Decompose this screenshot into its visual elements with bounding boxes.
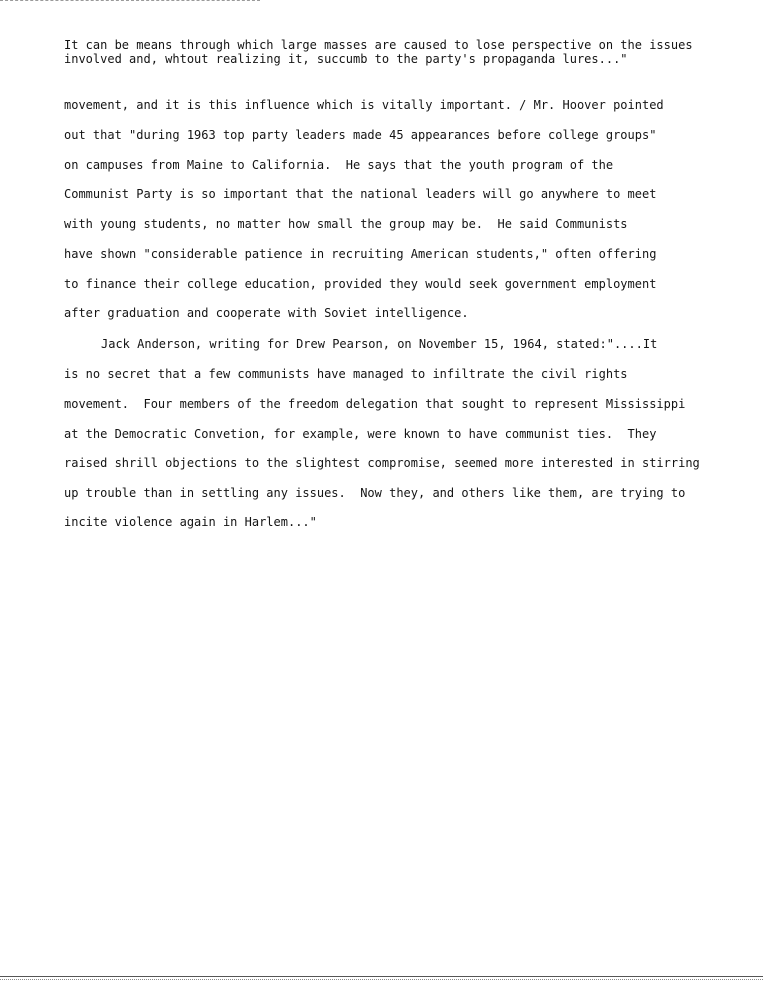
body-line: Communist Party is so important that the national leaders will go anywhere to meet	[64, 187, 657, 201]
body-line: with young students, no matter how small the group may be. He said Communists	[64, 217, 628, 231]
body-line: on campuses from Maine to California. He says that the youth program of the	[64, 158, 614, 172]
quote-line: It can be means through which large masses are caused to lose perspective on the issues	[64, 38, 693, 52]
body-line: out that "during 1963 top party leaders made 45 appearances before college groups"	[64, 128, 657, 142]
body-line: movement. Four members of the freedom delegation that sought to represent Mississippi	[64, 397, 686, 411]
body-line: raised shrill objections to the slightest compromise, seemed more interested in stirring	[64, 456, 700, 470]
body-line: to finance their college education, provided they would seek government employment	[64, 277, 657, 291]
bottom-page-edge	[0, 976, 763, 977]
body-line: Jack Anderson, writing for Drew Pearson, on November 15, 1964, stated:"....It	[101, 337, 658, 351]
bottom-page-edge-shadow	[0, 979, 763, 980]
body-line: movement, and it is this influence which is vitally important. / Mr. Hoover pointed	[64, 98, 664, 112]
top-page-edge	[0, 0, 260, 1]
body-line: have shown "considerable patience in recruiting American students," often offering	[64, 247, 657, 261]
body-line: at the Democratic Convetion, for example, were known to have communist ties. They	[64, 427, 657, 441]
body-line: is no secret that a few communists have managed to infiltrate the civil rights	[64, 367, 628, 381]
body-line: after graduation and cooperate with Soviet intelligence.	[64, 306, 469, 320]
quote-line: involved and, whtout realizing it, succumb to the party's propaganda lures..."	[64, 52, 628, 66]
body-line: incite violence again in Harlem..."	[64, 515, 317, 529]
body-line: up trouble than in settling any issues. Now they, and others like them, are trying to	[64, 486, 686, 500]
